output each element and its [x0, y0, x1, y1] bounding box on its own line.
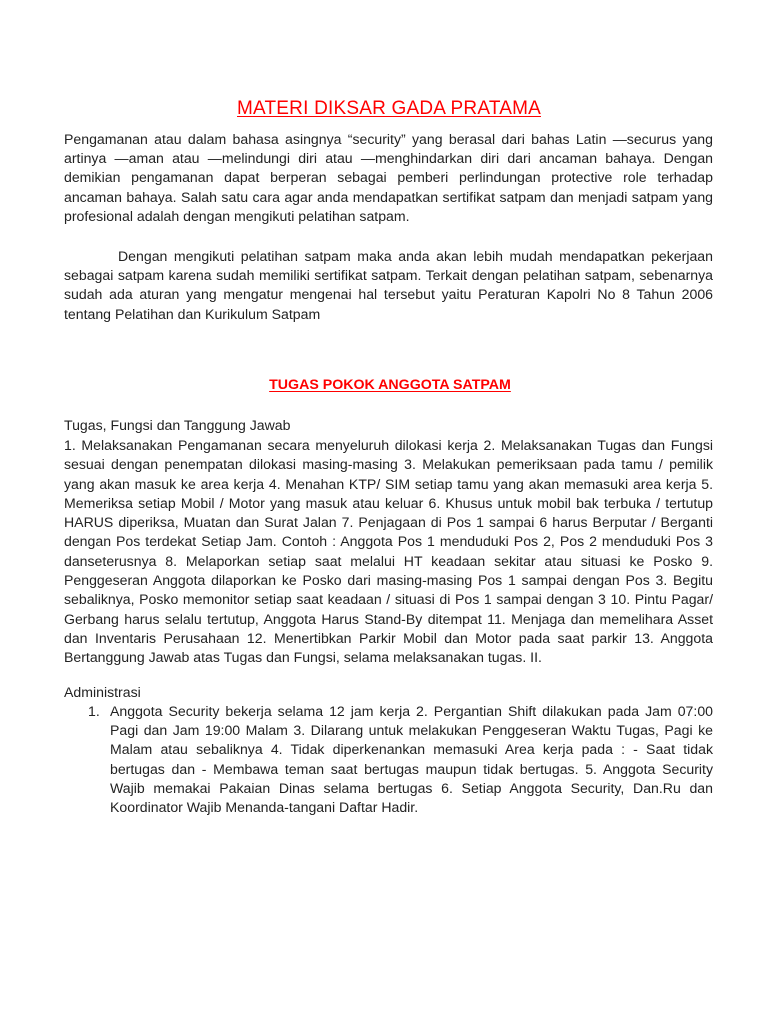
paragraph-intro: Pengamanan atau dalam bahasa asingnya “security” yang berasal dari bahas Latin —securus yang artinya —aman atau —melindungi diri atau —menghindarkan diri dari ancaman bahaya. Dengan demikian pengamanan dapat berperan sebagai pemberi perlindungan protective role terhadap ancaman bahaya. Salah satu cara agar anda mendapatkan sertifikat satpam dan menjadi satpam yang profesional adalah dengan mengikuti pelatihan satpam. — [64, 131, 713, 224]
document-title — [0, 98, 768, 120]
administrasi-heading: Administrasi — [64, 684, 141, 700]
administrasi-list — [64, 702, 713, 817]
tugas-body: 1. Melaksanakan Pengamanan secara menyeluruh dilokasi kerja 2. Melaksanakan Tugas dan Fungsi sesuai dengan penempatan dilokasi masing-masing 3. Melakukan pemeriksaan pada tamu / pemilik yang akan masuk ke area kerja 4. Menahan KTP/ SIM setiap tamu yang akan memasuki area kerja 5. Memeriksa setiap Mobil / Motor yang masuk atau keluar 6. Khusus untuk mobil bak terbuka / tertutup HARUS diperiksa, Muatan dan Surat Jalan 7. Penjagaan di Pos 1 sampai 6 harus Berputar / Berganti dengan Pos terdekat Setiap Jam. Contoh : Anggota Pos 1 menduduki Pos 2, Pos 2 menduduki Pos 3 danseterusnya 8. Melaporkan setiap saat melalui HT keadaan sekitar atau situasi ke Posko 9. Penggeseran Anggota dilaporkan ke Posko dari masing-masing Pos 1 sampai dengan Pos 3. Begitu sebaliknya, Posko memonitor setiap saat keadaan / situasi di Pos 1 sampai dengan 3 10. Pintu Pagar/ Gerbang harus selalu tertutup, Anggota Harus Stand-By ditempat 11. Menjaga dan memelihara Asset dan Inventaris Perusahaan 12. Menertibkan Parkir Mobil dan Motor pada saat parkir 13. Anggota Bertanggung Jawab atas Tugas dan Fungsi, selama melaksanakan tugas. II. — [64, 437, 713, 666]
document-title-text: MATERI DIKSAR GADA PRATAMA — [237, 98, 541, 119]
list-item-number: 1. — [88, 703, 100, 719]
list-item-text: Anggota Security bekerja selama 12 jam kerja 2. Pergantian Shift dilakukan pada Jam 07:00 Pagi dan Jam 19:00 Malam 3. Dilarang untuk melakukan Penggeseran Waktu Tugas, Pagi ke Malam atau sebaliknya 4. Tidak diperkenankan memasuki Area kerja pada : - Saat tidak bertugas dan - Membawa teman saat bertugas maupun tidak bertugas. 5. Anggota Security Wajib memakai Pakaian Dinas selama bertugas 6. Setiap Anggota Security, Dan.Ru dan Koordinator Wajib Menanda-tangani Daftar Hadir. — [110, 703, 713, 816]
paragraph-training: Dengan mengikuti pelatihan satpam maka anda akan lebih mudah mendapatkan pekerjaan sebagai satpam karena sudah memiliki sertifikat satpam. Terkait dengan pelatihan satpam, sebenarnya sudah ada aturan yang mengatur mengenai hal tersebut yaitu Peraturan Kapolri No 8 Tahun 2006 tentang Pelatihan dan Kurikulum Satpam — [64, 248, 713, 322]
tugas-heading: Tugas, Fungsi dan Tanggung Jawab — [64, 417, 291, 433]
list-item — [64, 702, 713, 817]
section-title — [0, 377, 768, 393]
section-title-text: TUGAS POKOK ANGGOTA SATPAM — [269, 377, 511, 393]
